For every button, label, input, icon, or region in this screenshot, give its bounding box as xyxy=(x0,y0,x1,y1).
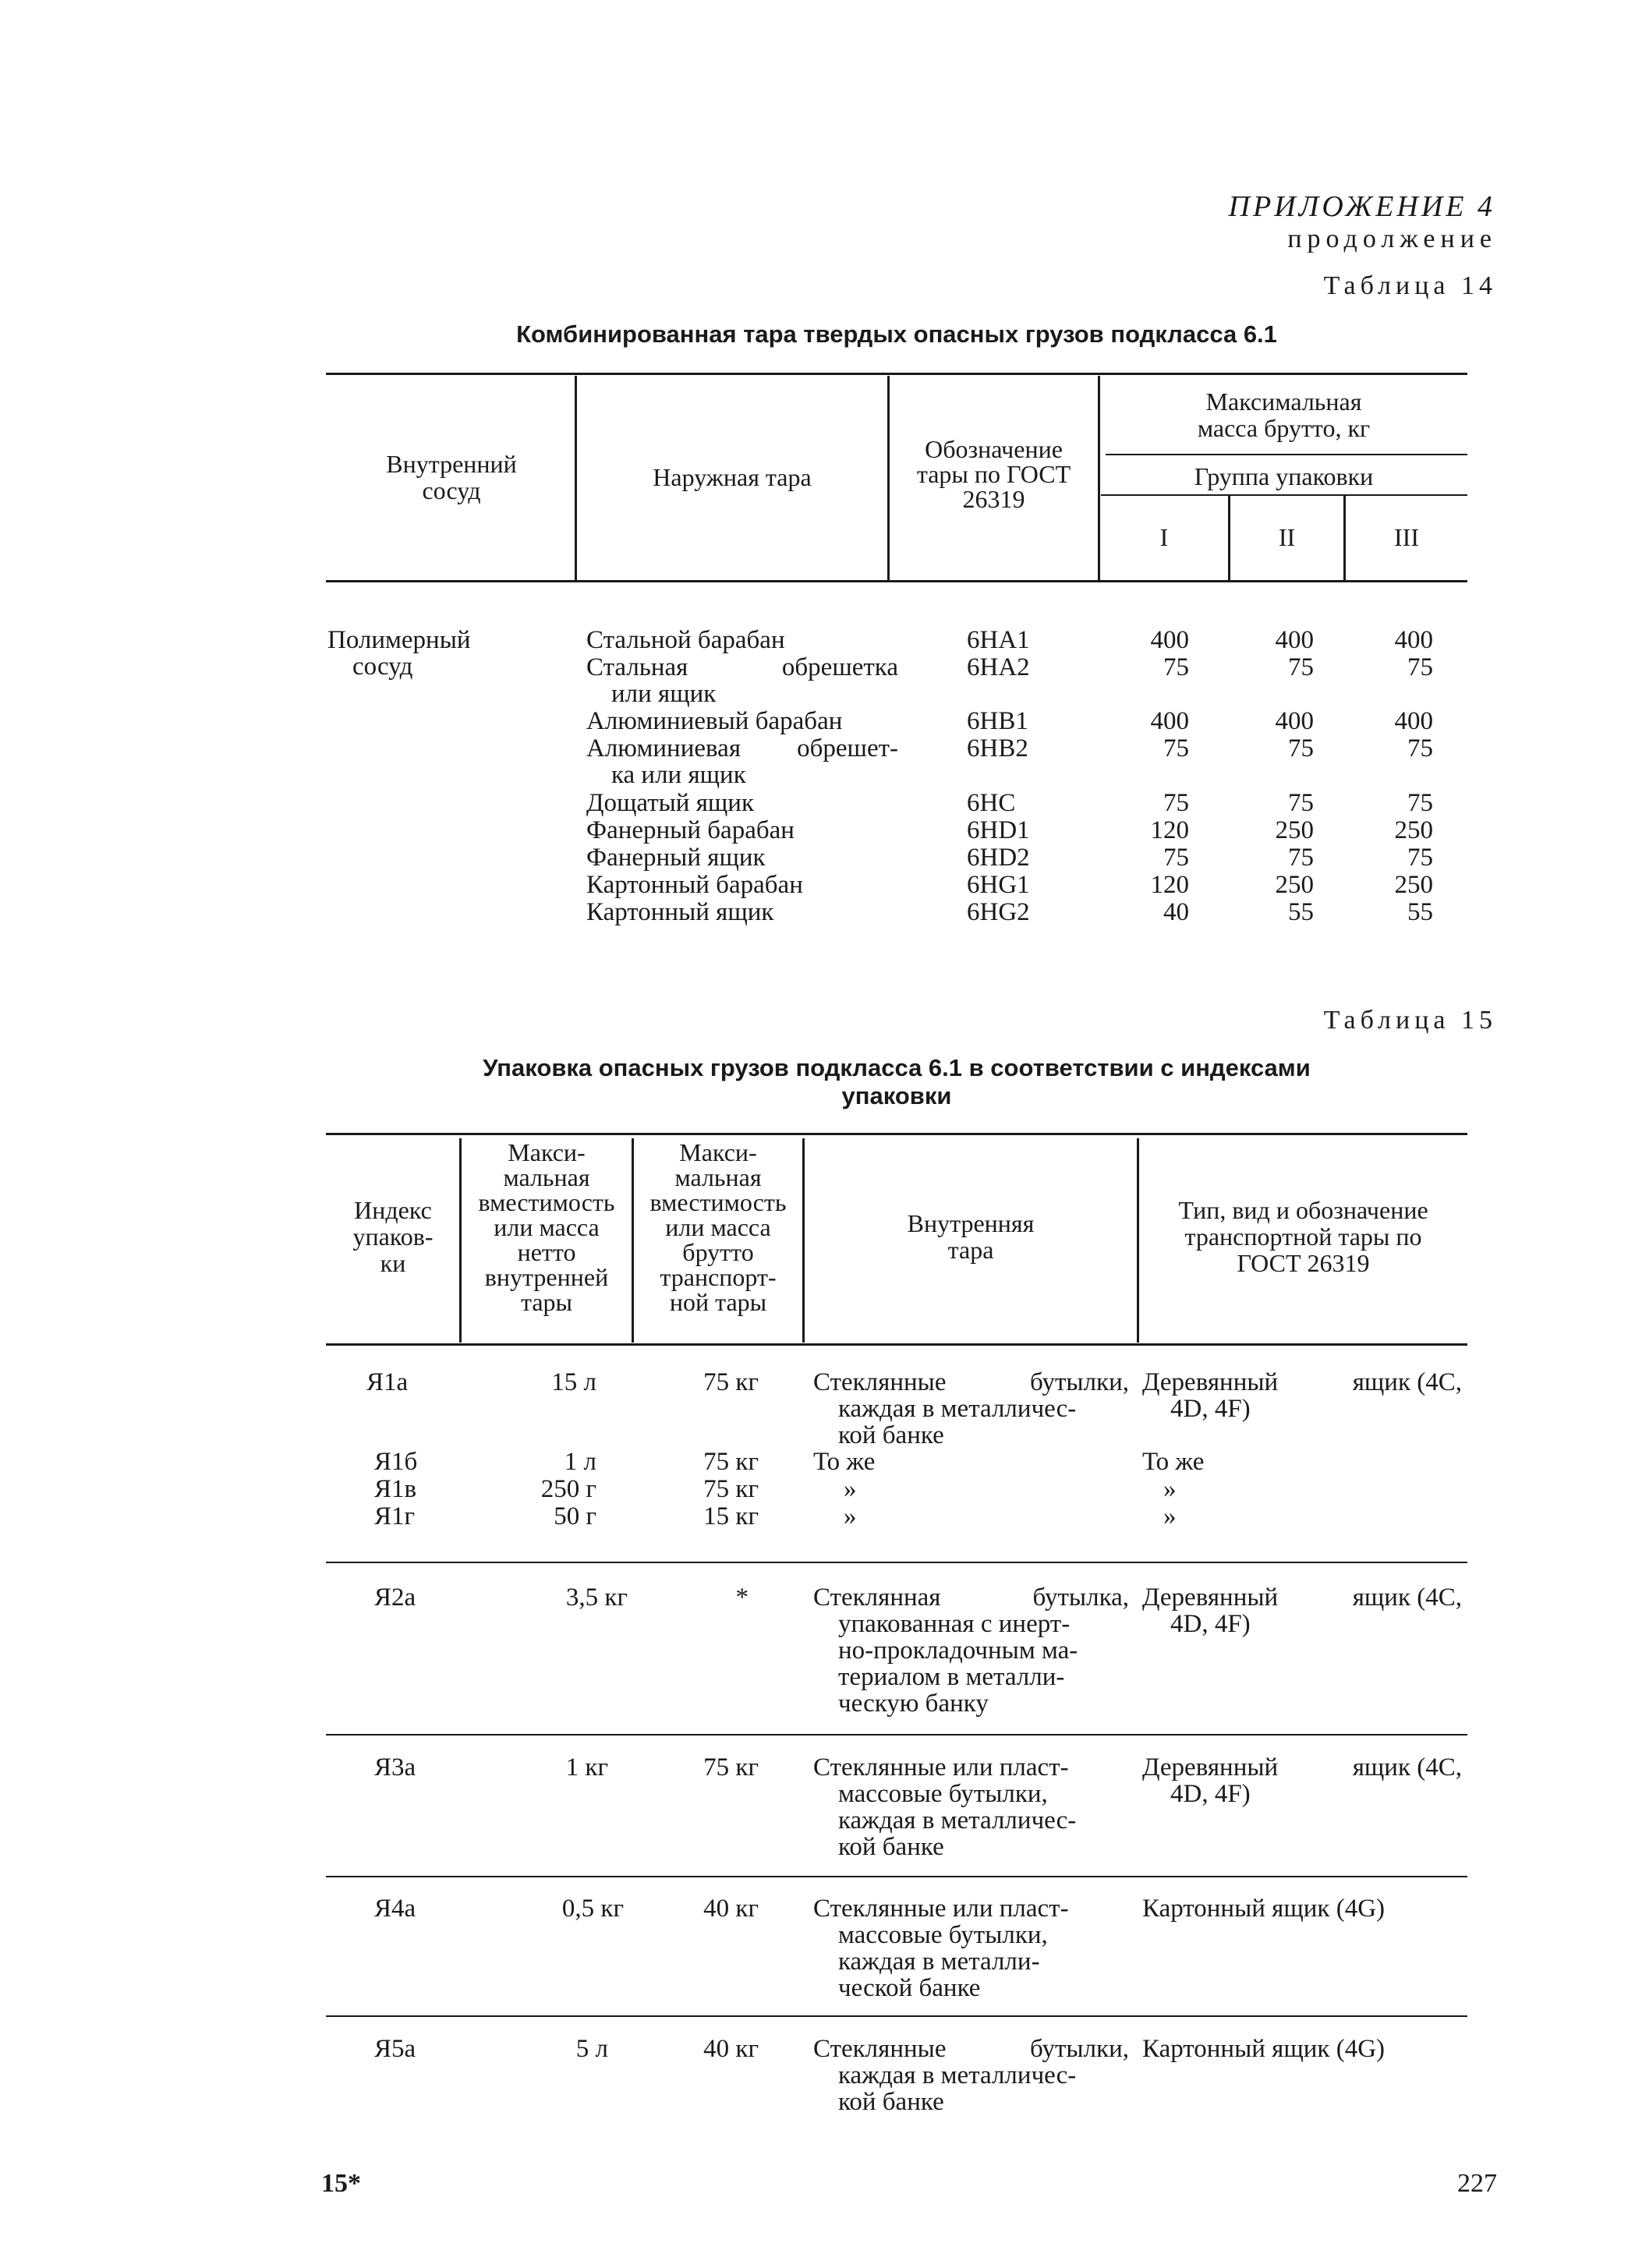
index-cell: Я1а xyxy=(366,1368,409,1396)
net-cell: 1 л xyxy=(564,1448,596,1476)
table14-val-ii: 250 xyxy=(1275,816,1314,844)
table15-number: Таблица 15 xyxy=(1323,1006,1497,1035)
inner-package-cell: Стеклянная бутылка, упакованная с инерт- но-прокладочным ма- териалом в металли- ческую банку xyxy=(813,1583,1129,1718)
table14-val-i: 75 xyxy=(1163,789,1189,817)
table14-val-iii: 400 xyxy=(1394,626,1433,654)
table14-val-ii: 75 xyxy=(1288,844,1314,872)
table14-row: Стальной барабан xyxy=(586,626,785,654)
gross-cell: * xyxy=(735,1583,749,1612)
table14-val-ii: 75 xyxy=(1288,653,1314,681)
net-cell: 15 л xyxy=(551,1368,596,1396)
continuation-label: продолжение xyxy=(1287,225,1497,253)
header-max-gross: Макси- мальная вместимость или масса брутто транспорт- ной тары xyxy=(649,1138,787,1316)
net-cell: 3,5 кг xyxy=(565,1583,628,1612)
table14-val-iii: 75 xyxy=(1407,653,1433,681)
table14-val-ii: 55 xyxy=(1288,898,1314,926)
header-index: Индекс упаков- ки xyxy=(352,1196,434,1277)
signature-mark: 15* xyxy=(321,2169,361,2198)
appendix-label: ПРИЛОЖЕНИЕ 4 xyxy=(1228,190,1495,223)
transport-package-cell: Картонный ящик (4G) xyxy=(1142,2035,1386,2063)
transport-package-cell: Картонный ящик (4G) xyxy=(1142,1895,1386,1923)
header-group-ii: II xyxy=(1278,523,1296,551)
table14-val-ii: 75 xyxy=(1288,734,1314,762)
table14-row: Фанерный барабан xyxy=(586,816,795,844)
table14-val-i: 400 xyxy=(1150,626,1189,654)
net-cell: 5 л xyxy=(575,2035,608,2063)
table14-row: Дощатый ящик xyxy=(586,789,754,817)
transport-package-cell: Деревянный ящик (4С, 4D, 4F) xyxy=(1142,1753,1462,1808)
table14-val-ii: 400 xyxy=(1275,707,1314,735)
transport-package-cell: То же xyxy=(1142,1448,1205,1476)
group-divider xyxy=(326,1734,1467,1735)
inner-package-cell: Стеклянные или пласт- массовые бутылки, каждая в металличес- кой банке xyxy=(813,1753,1077,1861)
inner-package-cell: Стеклянные или пласт- массовые бутылки, каждая в металли- ческой банке xyxy=(813,1895,1069,2002)
index-cell: Я1в xyxy=(374,1475,417,1503)
table14-val-i: 75 xyxy=(1163,653,1189,681)
table14-code: 6HB2 xyxy=(967,734,1028,762)
net-cell: 250 г xyxy=(540,1475,596,1503)
inner-vessel-cell: Полимерный сосуд xyxy=(327,626,471,681)
table14-code: 6HB1 xyxy=(967,707,1028,735)
table14-val-ii: 75 xyxy=(1288,789,1314,817)
table14-code: 6HD2 xyxy=(967,844,1030,872)
index-cell: Я3а xyxy=(374,1753,416,1781)
header-outer-package: Наружная тара xyxy=(653,463,812,491)
transport-package-cell: » xyxy=(1163,1502,1177,1530)
gross-cell: 75 кг xyxy=(703,1368,759,1396)
table14-code: 6HA2 xyxy=(967,653,1030,681)
table14-title: Комбинированная тара твердых опасных грузов подкласса 6.1 xyxy=(516,320,1277,348)
index-cell: Я1б xyxy=(374,1448,418,1476)
table14-val-iii: 250 xyxy=(1394,871,1433,899)
group-divider xyxy=(326,1876,1467,1877)
table14-row: Алюминиевый барабан xyxy=(586,707,843,735)
table15-top-rule xyxy=(326,1133,1467,1135)
table14-val-iii: 400 xyxy=(1394,707,1433,735)
table14-row: Фанерный ящик xyxy=(586,844,766,872)
table14-code: 6HD1 xyxy=(967,816,1030,844)
table14-code: 6HG1 xyxy=(967,871,1030,899)
header-group-i: I xyxy=(1159,523,1169,551)
table15-title: Упаковка опасных грузов подкласса 6.1 в соответствии с индексами упаковки xyxy=(483,1054,1311,1109)
index-cell: Я4а xyxy=(374,1895,416,1923)
header-inner-vessel: Внутренний сосуд xyxy=(386,450,517,504)
table14-row: Картонный ящик xyxy=(586,898,774,926)
table14-row: Картонный барабан xyxy=(586,871,803,899)
group-divider xyxy=(326,1562,1467,1563)
gross-cell: 75 кг xyxy=(703,1448,759,1476)
index-cell: Я2а xyxy=(374,1583,416,1612)
table14-val-i: 40 xyxy=(1163,898,1189,926)
header-max-net: Макси- мальная вместимость или масса нетто внутренней тары xyxy=(478,1138,615,1316)
table14-val-iii: 55 xyxy=(1407,898,1433,926)
net-cell: 50 г xyxy=(554,1502,596,1530)
table14-row: Стальная обрешетка или ящик xyxy=(586,653,898,708)
table15-header-bottom-rule xyxy=(326,1343,1467,1346)
table14-val-iii: 75 xyxy=(1407,734,1433,762)
inner-package-cell: » xyxy=(844,1475,857,1503)
table14-val-i: 120 xyxy=(1150,816,1189,844)
transport-package-cell: Деревянный ящик (4С, 4D, 4F) xyxy=(1142,1583,1462,1638)
inner-package-cell: Стеклянные бутылки, каждая в металличес- кой банке xyxy=(813,1368,1129,1449)
gross-cell: 15 кг xyxy=(703,1502,759,1530)
gross-cell: 40 кг xyxy=(703,2035,759,2063)
gross-cell: 40 кг xyxy=(703,1895,759,1923)
table14-number: Таблица 14 xyxy=(1323,271,1497,300)
header-inner-package: Внутренняя тара xyxy=(907,1209,1035,1264)
index-cell: Я1г xyxy=(374,1502,416,1530)
transport-package-cell: Деревянный ящик (4С, 4D, 4F) xyxy=(1142,1368,1462,1423)
header-packing-group: Группа упаковки xyxy=(1194,462,1374,490)
header-transport-package: Тип, вид и обозначение транспортной тары по ГОСТ 26319 xyxy=(1178,1196,1428,1277)
inner-package-cell: » xyxy=(844,1502,857,1530)
table14-val-i: 120 xyxy=(1150,871,1189,899)
header-gost-code: Обозначение тары по ГОСТ 26319 xyxy=(916,435,1071,513)
table14-code: 6HG2 xyxy=(967,898,1030,926)
transport-package-cell: » xyxy=(1163,1475,1177,1503)
table14-val-iii: 250 xyxy=(1394,816,1433,844)
header-group-iii: III xyxy=(1394,523,1419,551)
table14-code: 6HC xyxy=(967,789,1016,817)
group-divider xyxy=(326,2015,1467,2017)
table14-val-iii: 75 xyxy=(1407,789,1433,817)
table14-val-iii: 75 xyxy=(1407,844,1433,872)
table14-val-ii: 400 xyxy=(1275,626,1314,654)
gross-cell: 75 кг xyxy=(703,1753,759,1781)
net-cell: 1 кг xyxy=(565,1753,608,1781)
gross-cell: 75 кг xyxy=(703,1475,759,1503)
inner-package-cell: Стеклянные бутылки, каждая в металличес- кой банке xyxy=(813,2035,1129,2116)
inner-package-cell: То же xyxy=(813,1448,876,1476)
net-cell: 0,5 кг xyxy=(561,1895,624,1923)
table14-row: Алюминиевая обрешет- ка или ящик xyxy=(586,734,898,789)
table14-val-i: 75 xyxy=(1163,734,1189,762)
table14-val-ii: 250 xyxy=(1275,871,1314,899)
table14-val-i: 75 xyxy=(1163,844,1189,872)
header-max-mass: Максимальная масса брутто, кг xyxy=(1197,387,1371,442)
index-cell: Я5а xyxy=(374,2035,416,2063)
page-number: 227 xyxy=(1457,2169,1497,2198)
table14-val-i: 400 xyxy=(1150,707,1189,735)
table14-code: 6HA1 xyxy=(967,626,1030,654)
